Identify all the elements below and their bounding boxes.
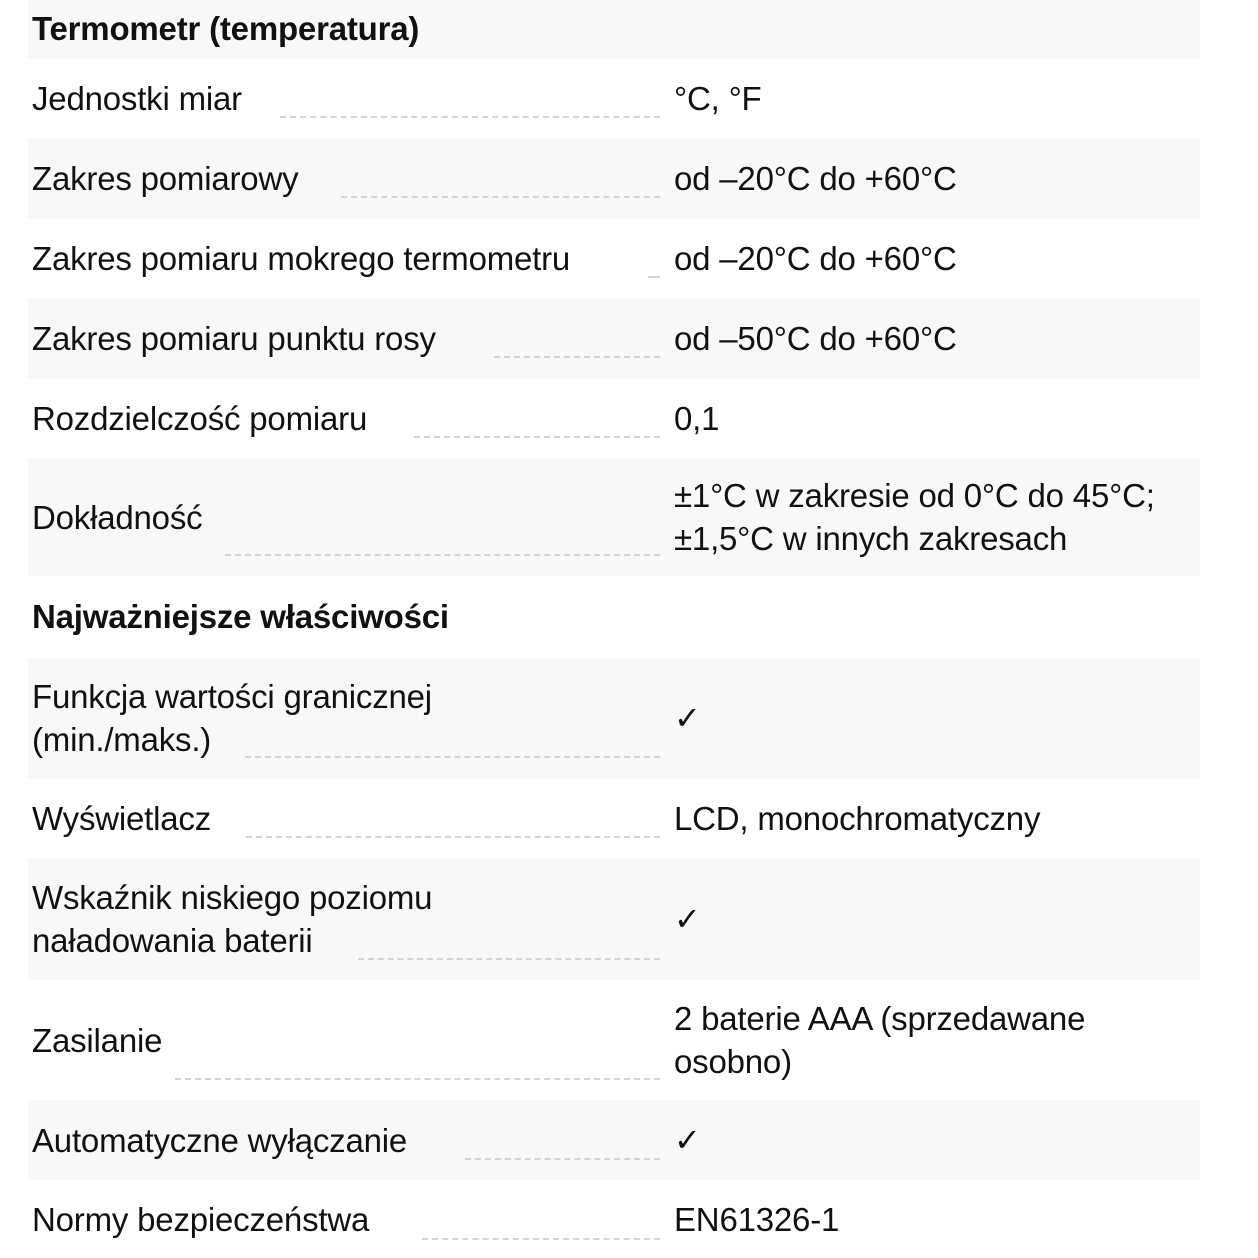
spec-label-cell: [28, 378, 660, 458]
spec-label: Zakres pomiarowy: [32, 159, 299, 197]
spec-label: Zakres pomiaru punktu rosy: [32, 319, 436, 357]
spec-value-cell: [674, 980, 1200, 1100]
leader-dots: [648, 276, 660, 278]
spec-row-auto-off: [28, 1100, 1200, 1180]
spec-value-cell: [674, 1180, 1200, 1258]
spec-label: Zakres pomiaru mokrego termometru: [32, 239, 571, 277]
leader-dots: [414, 436, 660, 438]
spec-value-cell: [674, 218, 1200, 298]
spec-sheet: [28, 0, 1200, 1258]
spec-value-line: ±1°C w zakresie od 0°C do 45°C;: [674, 477, 1155, 514]
spec-value: od –20°C do +60°C: [674, 239, 957, 277]
spec-row-power: [28, 980, 1200, 1100]
spec-row-low-battery: [28, 858, 1200, 980]
spec-value-cell: [674, 778, 1200, 858]
leader-dots: [280, 116, 660, 118]
spec-value-cell: [674, 298, 1200, 378]
leader-dots: [465, 1158, 660, 1160]
spec-label-cell: [28, 138, 660, 218]
spec-label: Rozdzielczość pomiaru: [32, 399, 368, 437]
checkmark-icon: ✓: [674, 699, 701, 737]
section-heading-thermometer: [28, 0, 1200, 58]
spec-value-line: ±1,5°C w innych zakresach: [674, 520, 1068, 557]
spec-label-cell: [28, 658, 660, 778]
spec-row-safety-standards: [28, 1180, 1200, 1258]
spec-label-cell: [28, 980, 660, 1100]
leader-dots: [358, 958, 660, 960]
spec-label-cell: [28, 218, 660, 298]
spec-row-accuracy: [28, 458, 1200, 576]
spec-row-units: [28, 58, 1200, 138]
spec-value-cell: [674, 58, 1200, 138]
spec-label-cell: [28, 58, 660, 138]
spec-label-cell: [28, 1180, 660, 1258]
checkmark-icon: ✓: [674, 1121, 701, 1159]
spec-value: od –20°C do +60°C: [674, 159, 957, 197]
leader-dots: [245, 756, 660, 758]
spec-row-resolution: [28, 378, 1200, 458]
spec-label-cell: [28, 1100, 660, 1180]
spec-label: Wyświetlacz: [32, 799, 212, 837]
leader-dots: [225, 554, 660, 556]
spec-row-limit-function: [28, 658, 1200, 778]
spec-label-cell: [28, 858, 660, 980]
section-heading-features: [28, 576, 1200, 658]
spec-value: od –50°C do +60°C: [674, 319, 957, 357]
spec-value-cell: [674, 378, 1200, 458]
spec-label-line: naładowania baterii: [32, 922, 313, 959]
spec-value-cell: [674, 658, 1200, 778]
checkmark-icon: ✓: [674, 900, 701, 938]
leader-dots: [175, 1078, 660, 1080]
leader-dots: [422, 1238, 660, 1240]
spec-row-measurement-range: [28, 138, 1200, 218]
spec-label-line: Funkcja wartości granicznej: [32, 678, 432, 715]
spec-label-line: (min./maks.): [32, 721, 212, 758]
spec-value-line: osobno): [674, 1043, 792, 1080]
spec-label-cell: [28, 458, 660, 576]
spec-value: EN61326-1: [674, 1200, 840, 1238]
spec-label: Jednostki miar: [32, 79, 242, 117]
spec-value: 0,1: [674, 399, 720, 437]
spec-value-cell: [674, 1100, 1200, 1180]
spec-row-dew-point-range: [28, 298, 1200, 378]
spec-value-cell: [674, 858, 1200, 980]
spec-label-cell: [28, 778, 660, 858]
spec-value-cell: [674, 138, 1200, 218]
spec-row-display: [28, 778, 1200, 858]
spec-value-cell: [674, 458, 1200, 576]
section-title: Termometr (temperatura): [32, 10, 420, 47]
spec-label-cell: [28, 298, 660, 378]
spec-label-line: Wskaźnik niskiego poziomu: [32, 879, 433, 916]
leader-dots: [246, 836, 660, 838]
spec-value: LCD, monochromatyczny: [674, 799, 1041, 837]
leader-dots: [494, 356, 660, 358]
spec-label: Normy bezpieczeństwa: [32, 1200, 370, 1238]
spec-value-line: 2 baterie AAA (sprzedawane: [674, 1000, 1086, 1037]
spec-label: Automatyczne wyłączanie: [32, 1121, 408, 1159]
spec-value: °C, °F: [674, 79, 762, 117]
spec-row-wet-bulb-range: [28, 218, 1200, 298]
spec-label: Zasilanie: [32, 1021, 163, 1059]
leader-dots: [341, 196, 660, 198]
spec-label: Dokładność: [32, 498, 203, 536]
section-title: Najważniejsze właściwości: [32, 598, 449, 635]
